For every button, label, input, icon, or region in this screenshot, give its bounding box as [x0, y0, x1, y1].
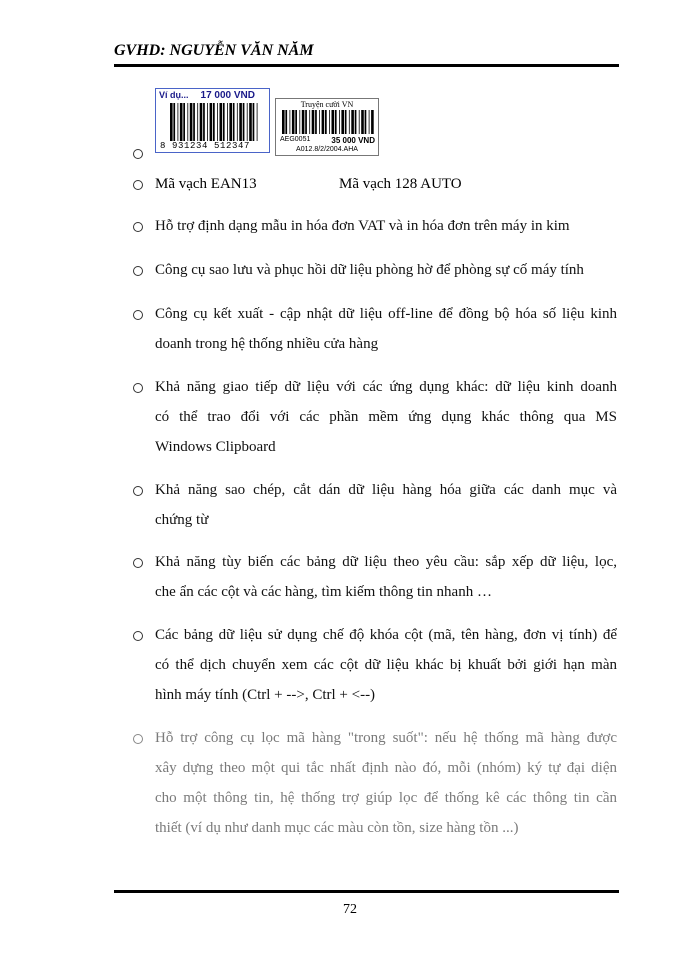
barcode-bar [229, 103, 232, 141]
barcode-bar [349, 110, 350, 134]
barcode-bar [302, 110, 305, 134]
barcode-bar [213, 103, 215, 141]
barcode-bar [243, 103, 245, 141]
barcode-captions [155, 169, 462, 199]
code128-barcode-label [275, 98, 379, 156]
list-item-line: Công cụ kết xuất - cập nhật dữ liệu off-line để đồng bộ hóa số liệu kinh [155, 306, 617, 322]
page-number: 72 [343, 902, 357, 917]
barcode-bar [253, 103, 255, 141]
barcode-bar [193, 103, 195, 141]
ean13-top-line [159, 90, 255, 101]
bullet-icon [133, 180, 143, 190]
footer-rule [114, 890, 619, 893]
bullet-icon [133, 734, 143, 744]
barcode-bar [312, 110, 315, 134]
barcode-bar [282, 110, 285, 134]
barcode-bar [203, 103, 205, 141]
barcode-bar [359, 110, 360, 134]
barcode-bar [329, 110, 330, 134]
barcode-bar [309, 110, 310, 134]
barcode-bar [319, 110, 320, 134]
list-item-line: cho một thông tin, hệ thống trợ giúp lọc để thống kê các thông tin cần [155, 790, 617, 806]
barcode-bar [233, 103, 235, 141]
barcode-bar [257, 103, 258, 141]
barcode-bar [170, 103, 173, 141]
barcode-bar [178, 103, 179, 141]
list-item [155, 255, 617, 285]
list-item [155, 299, 617, 359]
barcode-bar [180, 103, 183, 141]
barcode-bar [210, 103, 213, 141]
barcode-bar [183, 103, 185, 141]
barcode-bar [361, 110, 364, 134]
list-item-line: thiết (ví dụ như danh mục các màu còn tồn, size hàng tồn ...) [155, 820, 519, 836]
ean13-digits: 8 931234 512347 [160, 141, 251, 151]
list-item-line: hình máy tính (Ctrl + -->, Ctrl + <--) [155, 687, 376, 703]
list-item [155, 723, 617, 843]
list-item-line: Hỗ trợ công cụ lọc mã hàng "trong suốt": nếu hệ thống mã hàng được [155, 730, 617, 746]
ean13-top-text: Ví dụ... [159, 90, 189, 100]
list-item [155, 372, 617, 462]
barcode-bar [365, 110, 367, 134]
bullet-icon [133, 310, 143, 320]
barcode-bar [239, 103, 242, 141]
barcode-bar [351, 110, 354, 134]
ean13-bars [170, 103, 258, 141]
list-item [155, 620, 617, 710]
barcode-bar [335, 110, 337, 134]
code128-bars [282, 110, 374, 134]
list-item-line: xây dựng theo một qui tắc nhất định nào đó, mỗi (nhóm) ký tự đại diện [155, 760, 617, 776]
barcode-bar [247, 103, 248, 141]
barcode-bar [345, 110, 347, 134]
bullet-icon [133, 486, 143, 496]
list-item-line: Hỗ trợ định dạng mẫu in hóa đơn VAT và in hóa đơn trên máy in kim [155, 218, 570, 234]
caption-ean13: Mã vạch EAN13 [155, 176, 257, 192]
barcode-bar [217, 103, 218, 141]
barcode-bar [290, 110, 291, 134]
list-item-line: chứng từ [155, 512, 209, 528]
barcode-bar [369, 110, 370, 134]
list-item-line: Các bảng dữ liệu sử dụng chế độ khóa cột (mã, tên hàng, đơn vị tính) để [155, 627, 617, 643]
code128-price: 35 000 VND [331, 136, 375, 145]
barcode-bar [305, 110, 307, 134]
ean13-price: 17 000 VND [200, 90, 255, 101]
list-item [155, 547, 617, 607]
barcode-bar [200, 103, 203, 141]
bullet-icon [133, 558, 143, 568]
bullet-icon [133, 631, 143, 641]
barcode-bar [315, 110, 317, 134]
barcode-bar [187, 103, 188, 141]
barcode-bar [197, 103, 198, 141]
barcode-bar [371, 110, 374, 134]
barcode-bar [223, 103, 225, 141]
bullet-icon [133, 266, 143, 276]
code128-code: AEG0051 [280, 136, 311, 143]
list-item [155, 475, 617, 535]
barcode-bar [173, 103, 175, 141]
code128-title: Truyện cười VN [300, 100, 354, 109]
barcode-bar [322, 110, 325, 134]
list-item [155, 211, 617, 241]
header-rule [114, 64, 619, 67]
barcode-bar [332, 110, 335, 134]
list-item-line: có thể dịch chuyển xem các cột dữ liệu khác bị khuất bởi giới hạn màn [155, 657, 617, 673]
barcode-bar [207, 103, 208, 141]
list-item-line: Windows Clipboard [155, 439, 276, 455]
barcode-bar [237, 103, 238, 141]
barcode-bar [249, 103, 252, 141]
ean13-barcode-label [155, 88, 270, 153]
caption-code128: Mã vạch 128 AUTO [339, 176, 462, 192]
barcode-bar [285, 110, 287, 134]
code128-footer: A012.8/2/2004.AHA [296, 146, 358, 153]
barcode-bar [190, 103, 193, 141]
list-item-line: Khả năng giao tiếp dữ liệu với các ứng dụng khác: dữ liệu kinh doanh [155, 379, 617, 395]
barcode-bar [295, 110, 297, 134]
barcode-bar [220, 103, 223, 141]
list-item-line: Khả năng sao chép, cắt dán dữ liệu hàng hóa giữa các danh mục và [155, 482, 617, 498]
list-item-line: Công cụ sao lưu và phục hồi dữ liệu phòng hờ để phòng sự cố máy tính [155, 262, 584, 278]
barcode-bar [341, 110, 344, 134]
barcode-bar [292, 110, 295, 134]
bullet-icon [133, 383, 143, 393]
barcode-bar [355, 110, 357, 134]
header-title: GVHD: NGUYỄN VĂN NĂM [114, 42, 314, 59]
list-item-line: doanh trong hệ thống nhiều cửa hàng [155, 336, 379, 352]
barcode-bar [339, 110, 340, 134]
bullet-icon [133, 149, 143, 159]
bullet-icon [133, 222, 143, 232]
list-item-line: Khả năng tùy biến các bảng dữ liệu theo yêu cầu: sắp xếp dữ liệu, lọc, [155, 554, 617, 570]
list-item-line: che ẩn các cột và các hàng, tìm kiếm thông tin nhanh … [155, 584, 492, 600]
barcode-bar [227, 103, 228, 141]
list-item-line: có thể trao đổi với các phần mềm ứng dụng khác thông qua MS [155, 409, 617, 425]
barcode-bar [299, 110, 300, 134]
barcode-bar [325, 110, 327, 134]
